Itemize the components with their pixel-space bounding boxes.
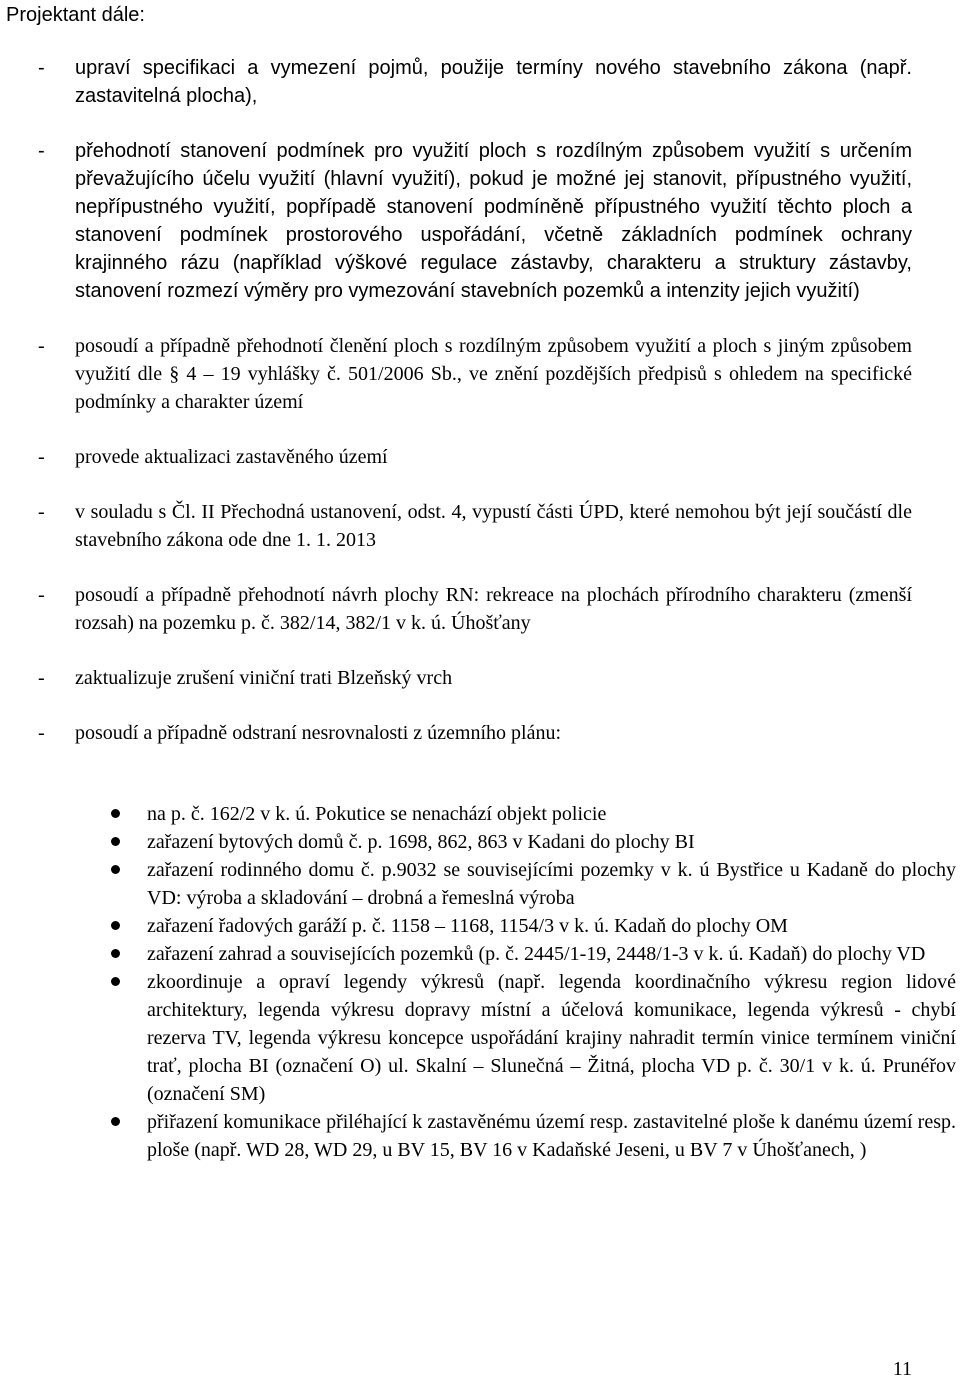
- bullet-item: zařazení rodinného domu č. p.9032 se souvisejícími pozemky v k. ú Bystřice u Kadaně do plochy VD: výroba a skladování – drobná a řemeslná výroba: [0, 856, 960, 912]
- bullet-item: zařazení řadových garáží p. č. 1158 – 1168, 1154/3 v k. ú. Kadaň do plochy OM: [0, 912, 960, 940]
- list-item: - posoudí a případně odstraní nesrovnalosti z územního plánu:: [0, 719, 960, 747]
- bullet-item: zařazení bytových domů č. p. 1698, 862, 863 v Kadani do plochy BI: [0, 828, 960, 856]
- list-item: - posoudí a případně přehodnotí návrh plochy RN: rekreace na plochách přírodního charakteru (zmenší rozsah) na pozemku p. č. 382/14, 382/1 v k. ú. Úhošťany: [0, 581, 960, 637]
- list-item: - posoudí a případně přehodnotí členění ploch s rozdílným způsobem využití a ploch s jiným způsobem využití dle § 4 – 19 vyhlášky č. 501/2006 Sb., ve znění pozdějších předpisů s ohledem na specifické podmínky a charakter území: [0, 332, 960, 416]
- bullet-list: [0, 800, 960, 1164]
- page-number: 11: [892, 1358, 912, 1380]
- list-item: - v souladu s Čl. II Přechodná ustanovení, odst. 4, vypustí části ÚPD, které nemohou být její součástí dle stavebního zákona ode dne 1. 1. 2013: [0, 498, 960, 554]
- list-item: - upraví specifikaci a vymezení pojmů, použije termíny nového stavebního zákona (např. zastavitelná plocha),: [0, 54, 960, 110]
- intro-heading: Projektant dále:: [6, 4, 145, 26]
- list-item: - přehodnotí stanovení podmínek pro využití ploch s rozdílným způsobem využití s určením převažujícího účelu využití (hlavní využití), pokud je možné jej stanovit, přípustného využití, nepřípustného využití, popřípadě stanovení podmíněně přípustného využití těchto ploch a stanovení podmínek prostorového uspořádání, včetně základních podmínek ochrany krajinného rázu (například výškové regulace zástavby, charakteru a struktury zástavby, stanovení rozmezí výměry pro vymezování stavebních pozemků a intenzity jejich využití): [0, 137, 960, 305]
- list-item: - provede aktualizaci zastavěného území: [0, 443, 960, 471]
- bullet-item: na p. č. 162/2 v k. ú. Pokutice se nenachází objekt policie: [0, 800, 960, 828]
- list-item: - zaktualizuje zrušení viniční trati Blzeňský vrch: [0, 664, 960, 692]
- bullet-item: zařazení zahrad a souvisejících pozemků (p. č. 2445/1-19, 2448/1-3 v k. ú. Kadaň) do plochy VD: [0, 940, 960, 968]
- bullet-item: zkoordinuje a opraví legendy výkresů (např. legenda koordinačního výkresu region lidové architektury, legenda výkresu dopravy místní a účelová komunikace, legenda výkresů - chybí rezerva TV, legenda výkresu koncepce uspořádání krajiny nahradit termín vinice termínem viniční trať, plocha BI (označení O) ul. Skalní – Slunečná – Žitná, plocha VD p. č. 30/1 v k. ú. Prunéřov (označení SM): [0, 968, 960, 1108]
- bullet-item: přiřazení komunikace přiléhající k zastavěnému území resp. zastavitelné ploše k danému území resp. ploše (např. WD 28, WD 29, u BV 15, BV 16 v Kadaňské Jeseni, u BV 7 v Úhošťanech, ): [0, 1108, 960, 1164]
- dash-list: [0, 54, 960, 747]
